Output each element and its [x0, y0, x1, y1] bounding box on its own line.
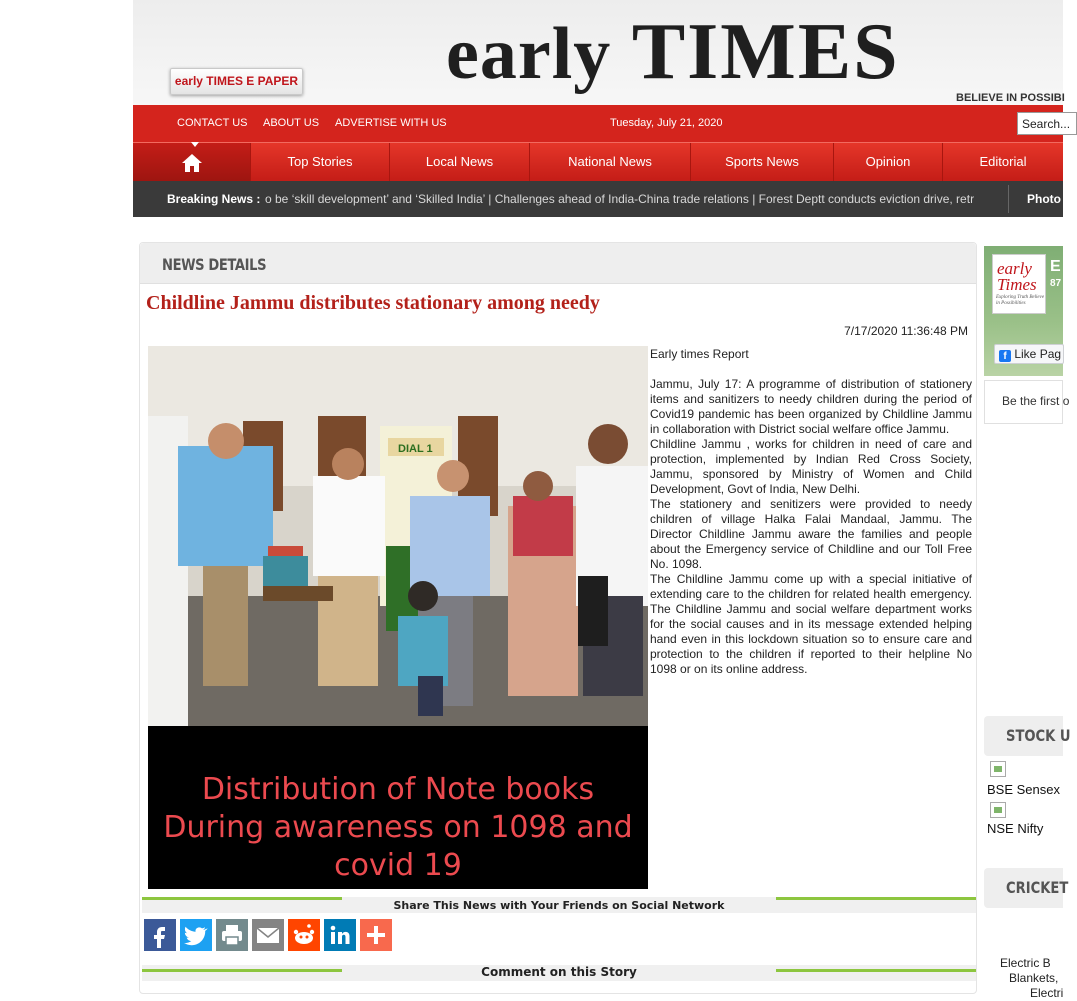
search-input[interactable]	[1017, 112, 1077, 135]
section-header	[140, 243, 976, 284]
email-icon	[252, 919, 284, 951]
article-timestamp: 7/17/2020 11:36:48 PM	[844, 324, 968, 338]
cricket-title: CRICKET	[1006, 878, 1069, 897]
facebook-icon: f	[999, 350, 1011, 362]
like-label: Like Pag	[1014, 347, 1062, 361]
top-nav	[133, 105, 1063, 142]
be-first-box	[984, 380, 1070, 424]
advertise-link[interactable]: ADVERTISE WITH US	[335, 117, 447, 129]
plus-icon	[360, 919, 392, 951]
nav-opinion[interactable]: Opinion	[834, 143, 943, 181]
about-us-link[interactable]: ABOUT US	[263, 117, 320, 129]
nav-top-stories[interactable]: Top Stories	[251, 143, 390, 181]
epaper-button[interactable]: early TIMES E PAPER	[170, 68, 303, 95]
bse-sensex-link[interactable]: BSE Sensex	[987, 782, 1060, 797]
share-email-button[interactable]	[252, 919, 284, 951]
bse-chart-image[interactable]	[990, 761, 1006, 777]
page-avatar	[992, 254, 1046, 314]
breaking-ticker[interactable]	[265, 181, 1007, 217]
main-nav	[133, 142, 1063, 181]
news-details-panel	[139, 242, 977, 994]
breaking-news-label: Breaking News :	[167, 192, 261, 206]
stock-update-title: STOCK U	[1006, 726, 1071, 745]
comment-divider	[142, 965, 976, 981]
article-paragraph: The stationery and senitizers were provided to needy children of village Halka Falai Mandaal, Jammu. The Director Childline Jammu aware the families and people about the Emergency service of Childline and our Toll Free No. 1098.	[650, 497, 972, 571]
site-tagline: BELIEVE IN POSSIBI	[956, 92, 1065, 104]
share-reddit-button[interactable]	[288, 919, 320, 951]
print-icon	[216, 919, 248, 951]
section-title: NEWS DETAILS	[162, 255, 267, 274]
share-facebook-button[interactable]	[144, 919, 176, 951]
ad-line: Blankets,	[1009, 971, 1059, 985]
active-pointer	[191, 142, 199, 147]
linkedin-icon	[324, 919, 356, 951]
avatar-logo-word: Times	[997, 275, 1037, 294]
sidebar-ad[interactable]	[1000, 956, 1063, 1001]
breaking-ticker-text[interactable]: o be ‘skill development’ and ‘Skilled India’ | Challenges ahead of India-China trade relations | Forest Deptt conducts eviction drive, retr	[265, 192, 975, 206]
article-paragraph: Jammu, July 17: A programme of distribution of stationery items and sanitizers to needy children during the period of Covid19 pandemic has been organized by Childline Jammu in collaboration with District social welfare office Jammu.	[650, 377, 972, 436]
nav-home[interactable]	[133, 143, 251, 181]
logo-word-times: TIMES	[631, 8, 900, 96]
share-linkedin-button[interactable]	[324, 919, 356, 951]
facebook-page-widget[interactable]	[984, 246, 1063, 376]
reddit-icon	[288, 919, 320, 951]
breaking-news-bar	[133, 181, 1074, 217]
article-image	[148, 346, 648, 889]
nav-local-news[interactable]: Local News	[390, 143, 530, 181]
share-print-button[interactable]	[216, 919, 248, 951]
nse-nifty-link[interactable]: NSE Nifty	[987, 821, 1044, 836]
article-paragraph: The Childline Jammu come up with a special initiative of extending care to the children for related health emergency. The Childline Jammu and social welfare department works for the social causes and in its message extended helping hand even in this lockdown situation so to ensure care and protection to the children if reported to their helpline No 1098 or on its online address.	[650, 572, 972, 676]
share-twitter-button[interactable]	[180, 919, 212, 951]
be-first-text: Be the first o	[1002, 394, 1070, 408]
home-icon	[181, 153, 203, 173]
page-follower-count: 87	[1050, 278, 1062, 289]
nav-national-news[interactable]: National News	[530, 143, 691, 181]
avatar-tagline: Exploring Truth Believe in Possibilities	[996, 295, 1045, 306]
logo-word-early: early	[446, 13, 612, 95]
avatar-logo-word: early	[997, 259, 1032, 278]
nav-sports-news[interactable]: Sports News	[691, 143, 834, 181]
share-more-button[interactable]	[360, 919, 392, 951]
like-page-button[interactable]	[994, 344, 1064, 364]
current-date: Tuesday, July 21, 2020	[610, 117, 723, 129]
ad-line: Electric B	[1000, 956, 1051, 970]
photo-gallery-tab[interactable]: Photo G	[1008, 185, 1068, 213]
comment-title: Comment on this Story	[481, 965, 637, 979]
nav-editorial[interactable]: Editorial	[979, 154, 1027, 169]
contact-us-link[interactable]: CONTACT US	[177, 117, 248, 129]
site-logo[interactable]	[446, 8, 900, 96]
nse-chart-image[interactable]	[990, 802, 1006, 818]
image-caption: Distribution of Note books During awareness on 1098 and covid 19	[163, 772, 633, 883]
site-header	[133, 0, 1063, 106]
article-paragraph: Childline Jammu , works for children in need of care and protection, implemented by Indian Red Cross Society, Jammu, sponsored by Ministry of Women and Child Development, Govt of India, New Delhi.	[650, 437, 972, 496]
twitter-icon	[180, 919, 212, 951]
facebook-icon	[144, 919, 176, 951]
page-name[interactable]: E	[1050, 258, 1061, 275]
poster-text: DIAL 1	[398, 443, 433, 455]
article-photo	[148, 346, 648, 726]
share-title: Share This News with Your Friends on Social Network	[393, 899, 725, 912]
article-body	[650, 347, 972, 677]
ad-line: Electri	[1030, 986, 1064, 1000]
article-byline: Early times Report	[650, 347, 749, 361]
article-headline: Childline Jammu distributes stationary among needy	[146, 292, 600, 314]
share-divider	[142, 897, 976, 913]
stock-update-header	[984, 716, 1071, 756]
cricket-header	[984, 868, 1069, 908]
